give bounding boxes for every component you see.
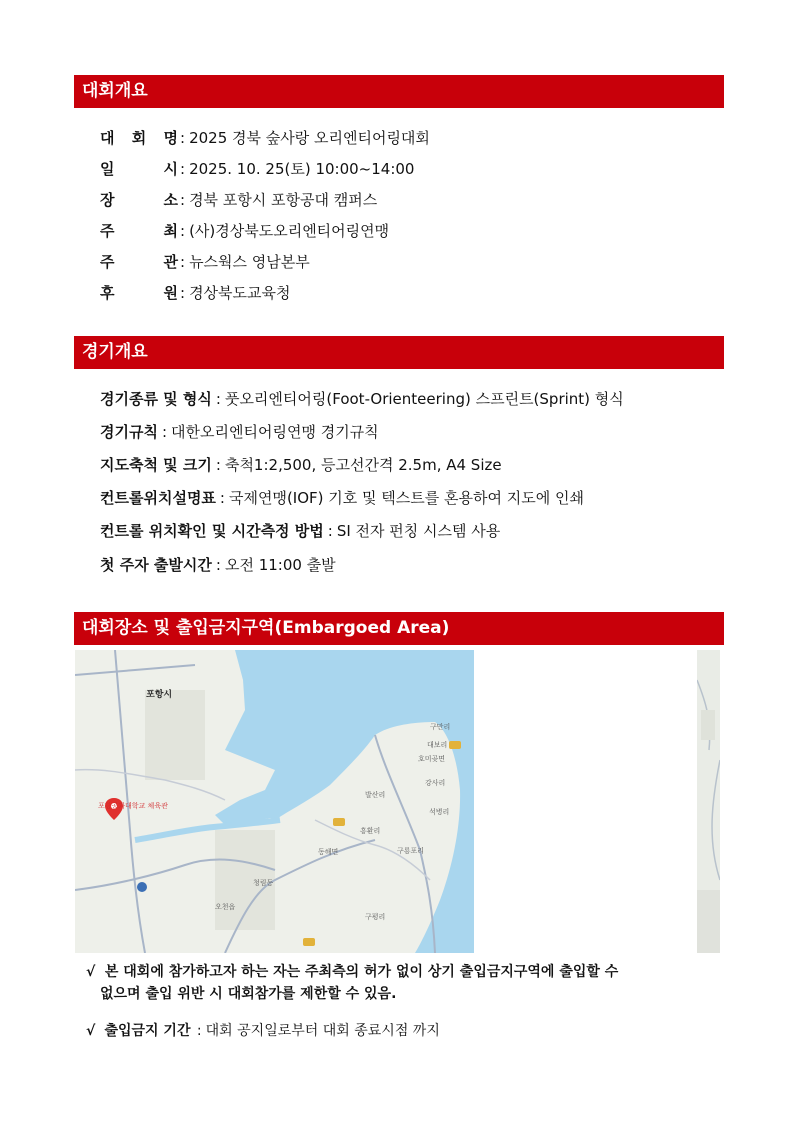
map-place-label: 동해면	[318, 848, 339, 856]
map-strip-partial	[697, 650, 720, 953]
note-period-label: 출입금지 기간	[104, 1023, 191, 1039]
map-place-label: 석병리	[429, 808, 450, 816]
overview-value: (사)경상북도오리엔티어링연맹	[189, 222, 390, 240]
overview-row-sponsor: 후 원 : 경상북도교육청	[100, 284, 291, 302]
map-place-label: 대보리	[427, 741, 448, 749]
section-title-game: 경기개요	[74, 336, 724, 369]
note-restriction-line1: 본 대회에 참가하고자 하는 자는 주최측의 허가 없이 상기 출입금지구역에 출입할 수	[104, 964, 619, 980]
map-place-label: 강사리	[425, 779, 446, 787]
game-label: 경기규칙	[100, 423, 158, 441]
overview-label: 장 소	[100, 191, 178, 209]
game-value: 국제연맹(IOF) 기호 및 텍스트를 혼용하여 지도에 인쇄	[228, 489, 584, 507]
overview-row-date: 일 시 : 2025. 10. 25(토) 10:00~14:00	[100, 160, 415, 178]
map-place-label: 발산리	[365, 791, 386, 799]
map-place-label: 오천읍	[215, 903, 236, 911]
section-title-overview: 대회개요	[74, 75, 724, 108]
check-mark-icon: √	[86, 1023, 96, 1039]
map-place-label: 구평리	[365, 913, 386, 921]
road-badge-icon	[333, 818, 345, 826]
game-row-timing: 컨트롤 위치확인 및 시간측정 방법 : SI 전자 펀칭 시스템 사용	[100, 522, 501, 540]
overview-value: 뉴스웍스 영남본부	[189, 253, 310, 271]
overview-row-name: 대 회 명 : 2025 경북 숲사랑 오리엔티어링대회	[100, 129, 430, 147]
urban-area	[145, 690, 205, 780]
game-label: 첫 주자 출발시간	[100, 556, 212, 574]
overview-label: 대 회 명	[100, 129, 178, 147]
overview-label: 주 최	[100, 222, 178, 240]
game-label: 지도축척 및 크기	[100, 456, 212, 474]
game-row-scale: 지도축척 및 크기 : 축척1:2,500, 등고선간격 2.5m, A4 Size	[100, 456, 502, 474]
road-badge-icon	[449, 741, 461, 749]
overview-label: 주 관	[100, 253, 178, 271]
note-restriction	[86, 961, 726, 1005]
game-row-type: 경기종류 및 형식 : 풋오리엔티어링(Foot-Orienteering) 스프린트(Sprint) 형식	[100, 390, 624, 408]
game-value: 풋오리엔티어링(Foot-Orienteering) 스프린트(Sprint) 형식	[224, 390, 624, 408]
road	[75, 665, 195, 675]
highway-badge-icon	[137, 882, 147, 892]
map-place-label: 구룡포리	[397, 847, 425, 855]
overview-row-organizer: 주 관 : 뉴스웍스 영남본부	[100, 253, 310, 271]
note-period-value: 대회 공지일로부터 대회 종료시점 까지	[205, 1023, 440, 1039]
overview-row-host: 주 최 : (사)경상북도오리엔티어링연맹	[100, 222, 390, 240]
note-restriction-line2: 없으며 출입 위반 시 대회참가를 제한할 수 있음.	[100, 986, 397, 1002]
overview-value: 경북 포항시 포항공대 캠퍼스	[189, 191, 378, 209]
note-period: √ 출입금지 기간 : 대회 공지일로부터 대회 종료시점 까지	[86, 1020, 440, 1042]
overview-value: 경상북도교육청	[189, 284, 291, 302]
overview-label: 일 시	[100, 160, 178, 178]
overview-label: 후 원	[100, 284, 178, 302]
map-strip-graphic	[697, 650, 720, 953]
overview-value: 2025 경북 숲사랑 오리엔티어링대회	[189, 129, 430, 147]
game-value: SI 전자 펀칭 시스템 사용	[336, 522, 501, 540]
game-value: 축척1:2,500, 등고선간격 2.5m, A4 Size	[224, 456, 502, 474]
map-place-label: 흥환리	[360, 827, 381, 835]
section-title-venue: 대회장소 및 출입금지구역(Embargoed Area)	[74, 612, 724, 645]
overview-row-place: 장 소 : 경북 포항시 포항공대 캠퍼스	[100, 191, 378, 209]
road-badge-icon	[303, 938, 315, 946]
game-label: 컨트롤 위치확인 및 시간측정 방법	[100, 522, 324, 540]
map-place-label: 청림동	[253, 879, 274, 887]
venue-map	[75, 650, 474, 953]
game-label: 경기종류 및 형식	[100, 390, 212, 408]
map-city-label: 포항시	[146, 690, 173, 700]
check-mark-icon: √	[86, 964, 96, 980]
game-row-control-desc: 컨트롤위치설명표 : 국제연맹(IOF) 기호 및 텍스트를 혼용하여 지도에 인쇄	[100, 489, 584, 507]
map-place-label: 구만리	[430, 723, 451, 731]
map-pin-label: 포항공과대학교 체육관	[98, 802, 168, 810]
game-value: 대한오리엔티어링연맹 경기규칙	[171, 423, 379, 441]
overview-value: 2025. 10. 25(토) 10:00~14:00	[189, 160, 415, 178]
map-place-label: 호미곶면	[418, 755, 446, 763]
game-label: 컨트롤위치설명표	[100, 489, 216, 507]
game-row-rules: 경기규칙 : 대한오리엔티어링연맹 경기규칙	[100, 423, 379, 441]
game-value: 오전 11:00 출발	[224, 556, 336, 574]
game-row-start: 첫 주자 출발시간 : 오전 11:00 출발	[100, 556, 336, 574]
